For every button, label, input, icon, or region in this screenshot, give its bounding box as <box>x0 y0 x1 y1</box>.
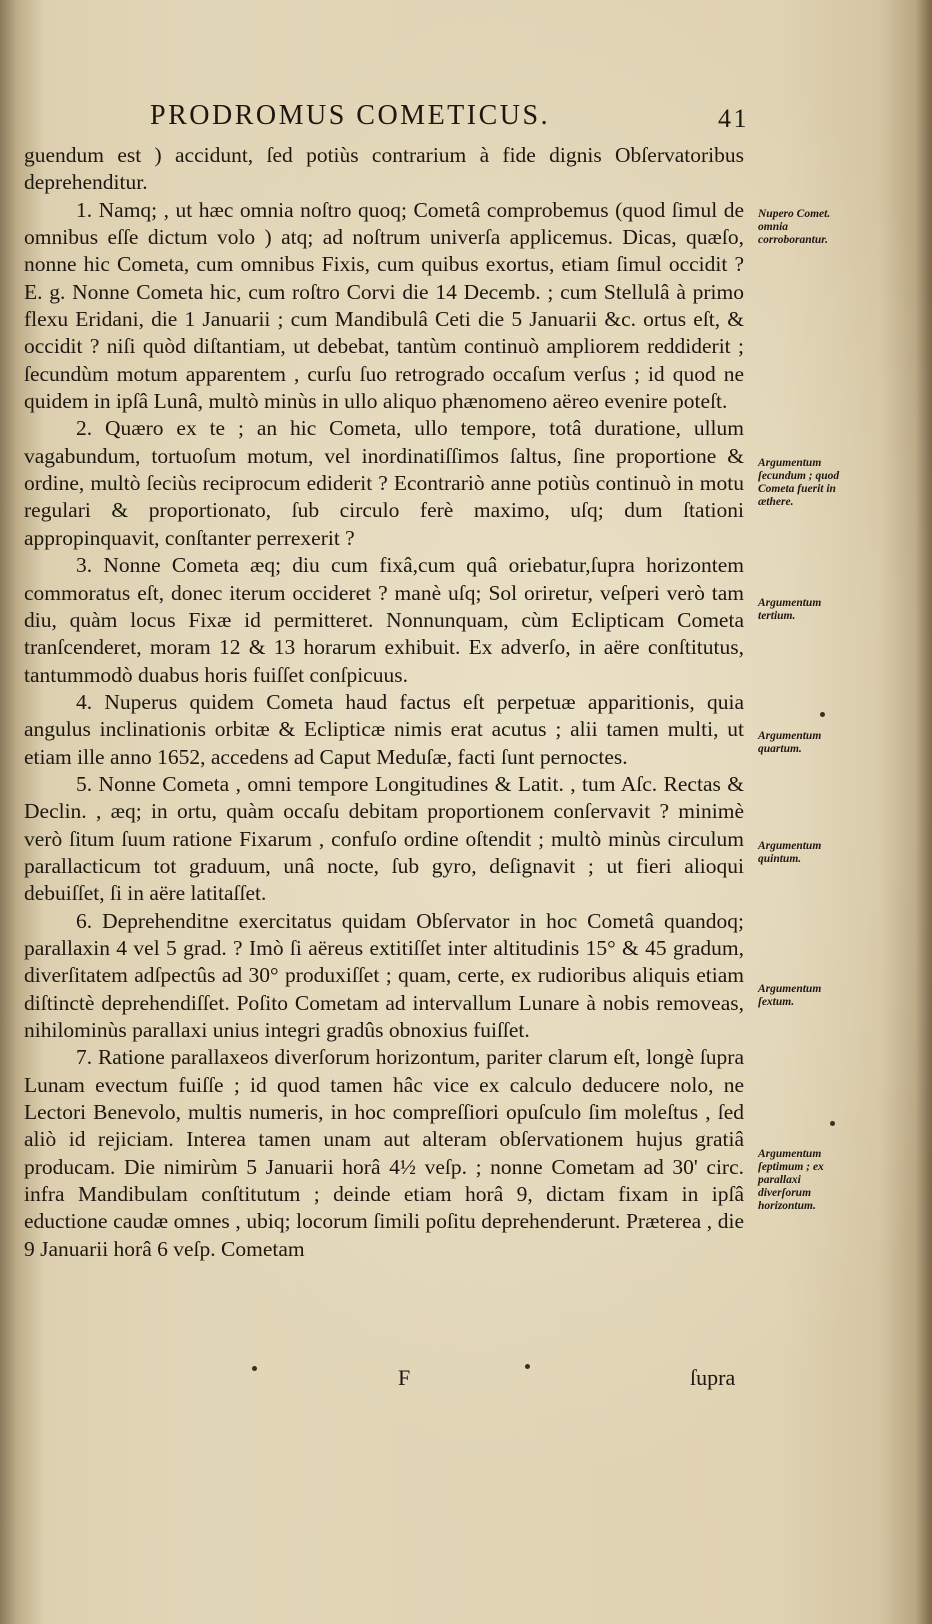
margin-note-7: Argumentum ſeptimum ; ex parallaxi diverſorum horizontum. <box>758 1148 824 1212</box>
margin-note-3: Argumentum tertium. <box>758 597 822 622</box>
page-edge-shadow <box>916 0 932 1624</box>
margin-note-6: Argumentum ſextum. <box>758 983 822 1008</box>
paragraph-2: 2. Quæro ex te ; an hic Cometa, ullo tempore, totâ duratione, ullum vagabundum, tortuoſum motum, vel inordinatiſſimos ſaltus, ſine proportione & ordine, multò ſeciùs reciprocum ediderit ? Econtrariò anne potiùs continuò in motu regulari & proportionato, ſub circulo ferè maximo, uſq; dum ſtationi appropinquavit, conſtanter perrexerit ? <box>24 416 744 550</box>
page-number: 41 <box>718 104 749 133</box>
catchword: ſupra <box>690 1365 736 1390</box>
paragraph-7: 7. Ratione parallaxeos diverſorum horizontum, pariter clarum eſt, longè ſupra Lunam evectum fuiſſe ; id quod tamen hâc vice ex calculo deducere nolo, ne Lectori Benevolo, multis numeris, in hoc compreſſiori opuſculo ſim moleſtus , ſed aliò id rejiciam. Interea tamen unam aut alteram obſervationem hujus gratiâ producam. Die nimirùm 5 Januarii horâ 4½ veſp. ; nonne Cometam ad 30' circ. infra Mandibulam conſtitutum ; deinde etiam horâ 9, dictam fixam in ipſâ eductione caudæ omnes , ubiq; locorum ſimili poſitu deprehenderunt. Præterea , die 9 Januarii horâ 6 veſp. Cometam <box>24 1045 744 1261</box>
paragraph-continuation: guendum est ) accidunt, ſed potiùs contrarium à fide dignis Obſervatoribus deprehenditur. <box>24 143 744 195</box>
ink-spot <box>252 1366 257 1371</box>
paragraph-6: 6. Deprehenditne exercitatus quidam Obſervator in hoc Cometâ quandoq; parallaxin 4 vel 5 grad. ? Imò ſi aëreus extitiſſet inter altitudinis 15° & 45 gradum, diverſitatem adſpectûs ad 30° produxiſſet ; quam, certe, ex rudioribus aliquis etiam diſtinctè deprehendiſſet. Poſito Cometam ad intervallum Lunare à nobis removeas, nihilominùs parallaxi unius integri gradûs obnoxius fuiſſet. <box>24 908 744 1042</box>
margin-note-1: Nupero Comet. omnia corroborantur. <box>758 208 831 246</box>
paragraph-5: 5. Nonne Cometa , omni tempore Longitudines & Latit. , tum Aſc. Rectas & Declin. , æq; in ortu, quàm occaſu debitam proportionem conſervavit ? minimè verò ſitum ſuum ratione Fixarum , confuſo ordine oſtendit ; multò minùs circulum parallacticum tot graduum, unâ nocte, ſub gyro, deſignavit ; ut fieri alioqui debuiſſet, ſi in aëre latitaſſet. <box>24 771 744 906</box>
signature-mark: F <box>398 1365 411 1390</box>
ink-spot <box>830 1121 835 1126</box>
paragraph-1: 1. Namq; , ut hæc omnia noſtro quoq; Cometâ comprobemus (quod ſimul de omnibus eſſe dictum volo ) atq; ad noſtrum univerſa applicemus. Dicas, quæſo, nonne hic Cometa, cum omnibus Fixis, cum quibus exortus, etiam ſimul occidit ? E. g. Nonne Cometa hic, cum roſtro Corvi die 14 Decemb. ; cum Stellulâ à primo flexu Eridani, die 1 Januarii ; cum Mandibulâ Ceti die 5 Januarii &c. ortus eſt, & occidit ? niſi quòd diſtantiam, ut debebat, tantùm continuò ampliorem reddiderit ; ſecundùm motum apparentem , curſu ſuo retrogrado occaſum verſus ; id quod ne quidem in ipſâ Lunâ, multò minùs in ullo aliquo phænomeno aëreo evenire poteſt. <box>24 197 744 414</box>
margin-note-2: Argumentum ſecundum ; quod Cometa fuerit in æthere. <box>758 457 840 508</box>
ink-spot <box>525 1364 530 1369</box>
paragraph-4: 4. Nuperus quidem Cometa haud factus eſt perpetuæ apparitionis, quia angulus inclinationis orbitæ & Eclipticæ nimis erat acutus ; alii tamen multi, ut etiam ille anno 1652, accedens ad Caput Meduſæ, facti ſunt pernoctes. <box>24 689 744 769</box>
paragraph-3: 3. Nonne Cometa æq; diu cum fixâ,cum quâ oriebatur,ſupra horizontem commoratus eſt, donec iterum occideret ? manè uſq; Sol oriretur, veſperi verò tam diu, quàm locus Fixæ id permitteret. Nonnunquam, cùm Eclipticam Cometa tranſcenderet, moram 12 & 13 horarum exhibuit. Ex adverſo, in aëre conſtitutus, tantummodò duabus horis fuiſſet conſpicuus. <box>24 553 744 687</box>
running-head-title: PRODROMUS COMETICUS. <box>150 100 551 131</box>
margin-note-4: Argumentum quartum. <box>758 730 822 755</box>
ink-spot <box>820 712 825 717</box>
margin-note-5: Argumentum quintum. <box>758 840 822 865</box>
running-head <box>150 100 750 140</box>
body-text <box>24 142 744 1263</box>
